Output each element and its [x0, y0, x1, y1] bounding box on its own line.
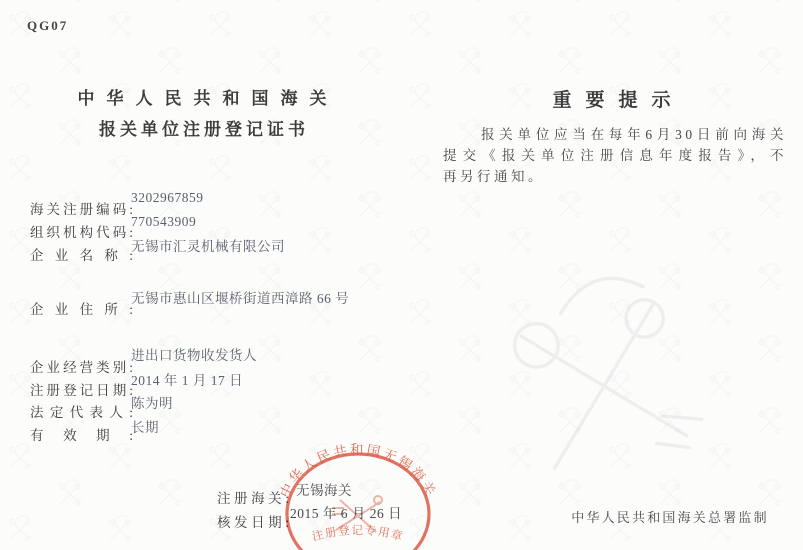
field-value-validity-period: 长期 — [131, 420, 159, 435]
field-label-issue-date: 核发日期: — [217, 515, 289, 530]
field-value-company-name: 无锡市汇灵机械有限公司 — [131, 239, 285, 254]
field-label-business-category: 企业经营类别: — [30, 360, 133, 375]
field-value-business-category: 进出口货物收发货人 — [131, 348, 257, 363]
svg-text:注册登记专用章 — [311, 523, 406, 544]
certificate-title-line1: 中华人民共和国海关 — [77, 89, 339, 108]
field-value-issue-date: 2015 年 6 月 26 日 — [290, 506, 403, 521]
form-code: QG07 — [27, 18, 69, 33]
important-notice-paragraph — [443, 124, 787, 187]
field-label-validity-period: 有效期: — [30, 428, 133, 443]
field-value-company-address: 无锡市惠山区堰桥街道西漳路 66 号 — [131, 291, 350, 306]
field-label-customs-reg-code: 海关注册编码: — [30, 202, 133, 217]
notice-line: 再另行通知。 — [443, 169, 545, 184]
field-value-registration-date: 2014 年 1 月 17 日 — [131, 373, 244, 388]
issuing-authority-footer: 中华人民共和国海关总署监制 — [571, 510, 769, 525]
field-value-legal-representative: 陈为明 — [131, 396, 173, 411]
notice-line: 提交《报关单位注册信息年度报告》，不 — [443, 148, 787, 163]
field-label-registering-customs: 注册海关: — [217, 491, 289, 506]
seal-bottom-text: 注册登记专用章 — [310, 525, 406, 544]
notice-line: 报关单位应当在每年6月30日前向海关 — [481, 127, 787, 142]
field-value-org-code: 770543909 — [131, 214, 197, 229]
field-label-legal-representative: 法定代表人: — [30, 405, 133, 420]
field-value-registering-customs: 无锡海关 — [296, 483, 352, 498]
field-label-company-address: 企业住所: — [30, 302, 133, 317]
field-label-company-name: 企业名称: — [30, 248, 133, 263]
field-label-org-code: 组织机构代码: — [30, 225, 133, 240]
field-label-registration-date: 注册登记日期: — [30, 383, 133, 398]
seal-arc-text: 中华人民共和国无锡海关 — [277, 442, 439, 500]
field-value-customs-reg-code: 3202967859 — [131, 190, 204, 205]
important-notice-heading: 重要提示 — [552, 90, 685, 111]
certificate-title-line2: 报关单位注册登记证书 — [99, 120, 309, 139]
large-watermark-emblem — [504, 264, 708, 483]
